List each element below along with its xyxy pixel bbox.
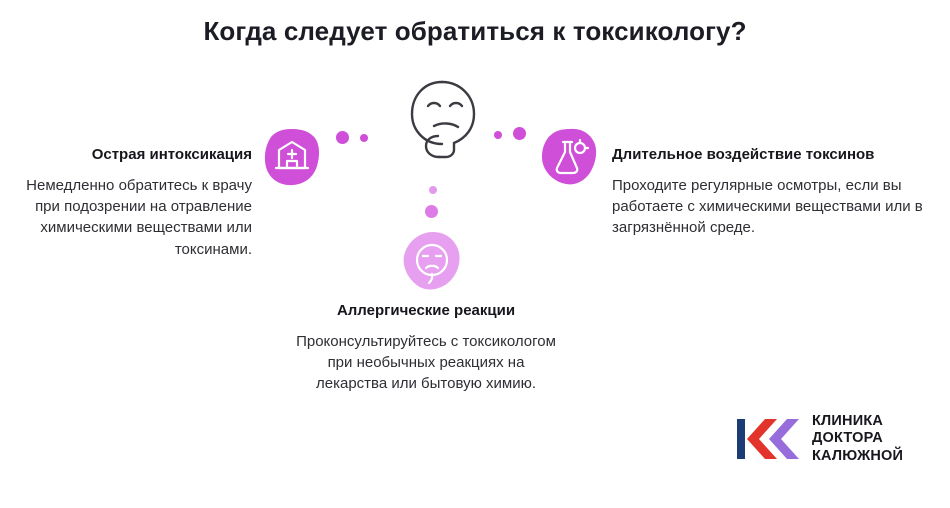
- logo-mark-icon: [735, 415, 801, 463]
- item-heading: Аллергические реакции: [336, 302, 516, 319]
- clinic-logo: [735, 408, 935, 470]
- connector-dot: [513, 127, 526, 140]
- item-heading: Острая интоксикация: [91, 146, 252, 163]
- item-acute-intoxication: [4, 146, 252, 260]
- thinking-face-icon: [398, 78, 488, 164]
- page-title: Когда следует обратиться к токсикологу?: [203, 16, 747, 46]
- logo-line-2: ДОКТОРА: [812, 430, 883, 447]
- connector-dot: [425, 205, 438, 218]
- sneezing-face-icon: [400, 230, 464, 294]
- item-heading: Длительное воздействие токсинов: [612, 146, 875, 163]
- item-prolonged-toxin-exposure: [612, 146, 948, 239]
- connector-dot: [429, 186, 437, 194]
- logo-line-1: КЛИНИКА: [812, 413, 884, 430]
- connector-dot: [360, 134, 368, 142]
- lab-flask-icon: [540, 128, 598, 186]
- logo-text: [812, 413, 903, 464]
- logo-line-3: КАЛЮЖНОЙ: [812, 447, 904, 464]
- connector-dot: [336, 131, 349, 144]
- connector-dot: [494, 131, 502, 139]
- item-body: Проконсультируйтесь с токсикологом при необычных реакциях на лекарства или бытовую химию.: [296, 332, 556, 393]
- item-body: Немедленно обратитесь к врачу при подозрении на отравление химическими веществами или токсинами.: [26, 176, 252, 258]
- item-body: Проходите регулярные осмотры, если вы работаете с химическими веществами или в загрязнённой среде.: [612, 176, 923, 237]
- item-allergic-reactions: [296, 302, 556, 395]
- hospital-icon: [263, 128, 321, 186]
